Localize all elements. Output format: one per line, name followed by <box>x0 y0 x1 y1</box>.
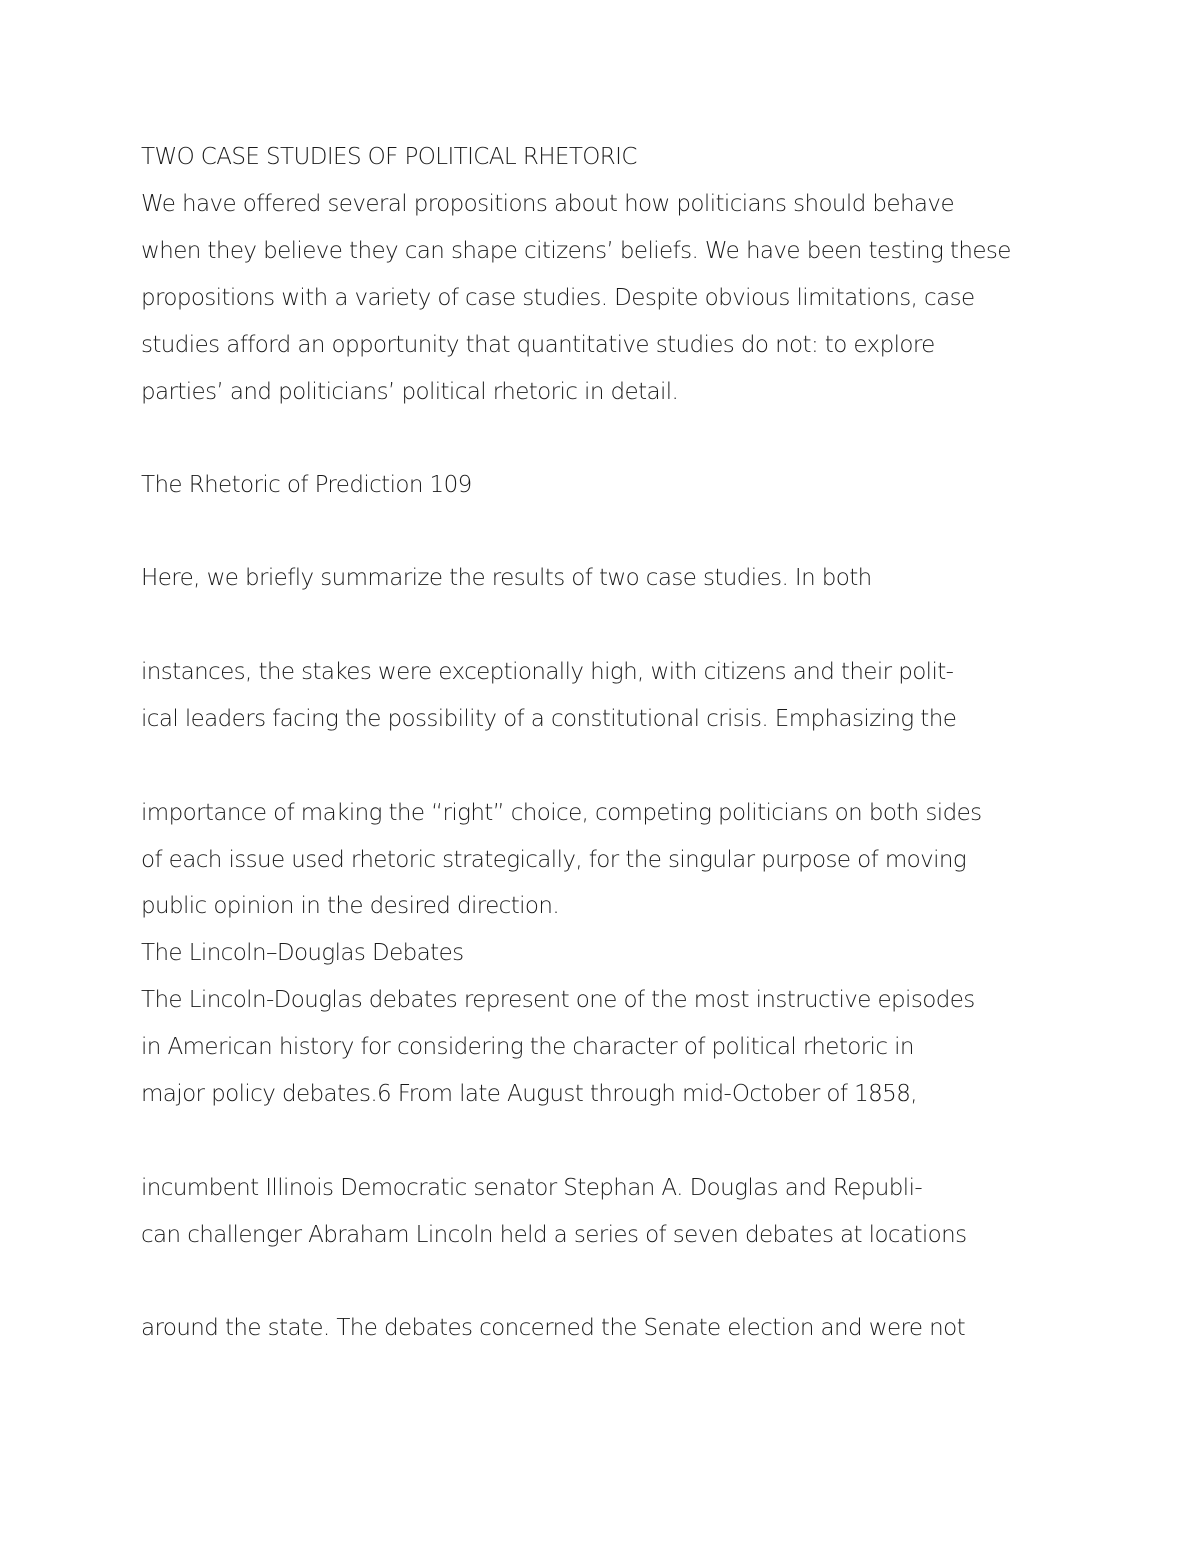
text-line: when they believe they can shape citizens’ beliefs. We have been testing these <box>141 238 1011 264</box>
text-line: public opinion in the desired direction. <box>141 893 560 919</box>
text-line: The Lincoln-Douglas debates represent one of the most instructive episodes <box>141 987 975 1013</box>
text-line: instances, the stakes were exceptionally high, with citizens and their polit- <box>141 659 954 685</box>
subsection-heading: The Lincoln–Douglas Debates <box>141 940 464 966</box>
text-line: Here, we briefly summarize the results of two case studies. In both <box>141 565 872 591</box>
text-line: importance of making the “right” choice, competing politicians on both sides <box>141 800 982 826</box>
text-line: ical leaders facing the possibility of a constitutional crisis. Emphasizing the <box>141 706 957 732</box>
text-line: incumbent Illinois Democratic senator Stephan A. Douglas and Republi- <box>141 1175 923 1201</box>
section-heading: TWO CASE STUDIES OF POLITICAL RHETORIC <box>141 144 637 170</box>
text-line: We have offered several propositions about how politicians should behave <box>141 191 954 217</box>
text-line: propositions with a variety of case studies. Despite obvious limitations, case <box>141 285 975 311</box>
text-line: studies afford an opportunity that quantitative studies do not: to explore <box>141 332 935 358</box>
text-line: around the state. The debates concerned the Senate election and were not <box>141 1315 965 1341</box>
text-line: major policy debates.6 From late August through mid-October of 1858, <box>141 1081 917 1107</box>
text-line: can challenger Abraham Lincoln held a series of seven debates at locations <box>141 1222 967 1248</box>
text-line: of each issue used rhetoric strategically, for the singular purpose of moving <box>141 847 967 873</box>
running-header: The Rhetoric of Prediction 109 <box>141 472 472 498</box>
text-line: parties’ and politicians’ political rhetoric in detail. <box>141 379 679 405</box>
text-line: in American history for considering the character of political rhetoric in <box>141 1034 914 1060</box>
